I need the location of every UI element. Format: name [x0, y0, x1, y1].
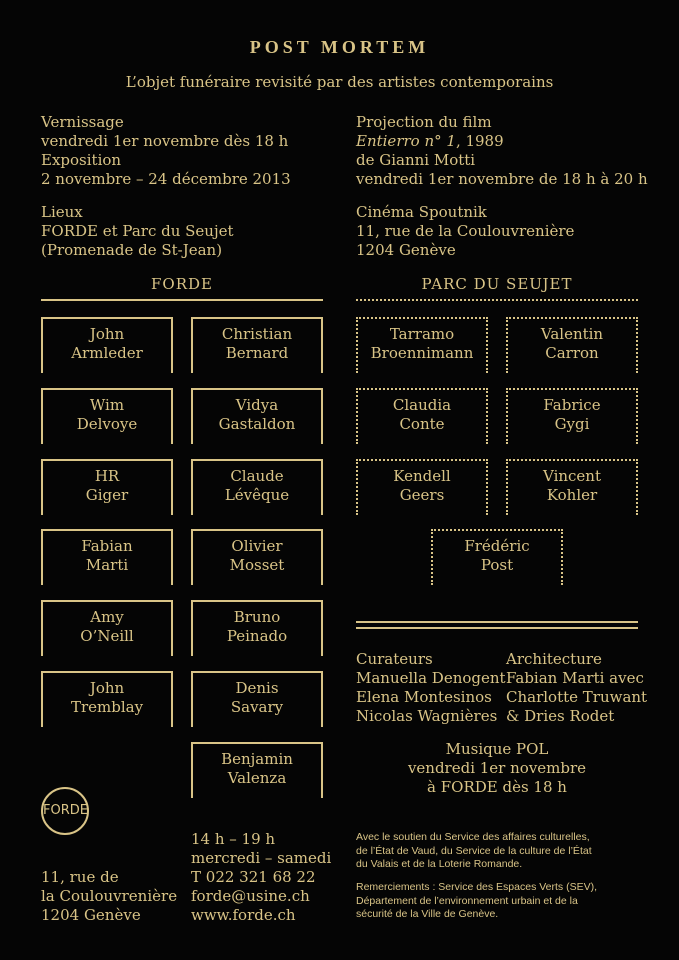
artist-box: [41, 317, 173, 373]
musique-line: à FORDE dès 18 h: [427, 778, 567, 796]
artist-box: [191, 317, 323, 373]
artist-first-name: Claudia: [392, 396, 452, 414]
artist-last-name: Marti: [85, 556, 129, 574]
address-block: [41, 868, 177, 925]
seujet-divider: [356, 299, 638, 301]
artist-box: [41, 529, 173, 585]
credit-name: Elena Montesinos: [356, 688, 492, 706]
artist-first-name: Benjamin: [221, 750, 293, 768]
artist-first-name: Frédéric: [464, 537, 530, 555]
artist-first-name: Christian: [221, 325, 293, 343]
musique-line: vendredi 1er novembre: [407, 759, 587, 777]
artist-first-name: Tarramo: [389, 325, 455, 343]
architecture-block: [506, 650, 647, 726]
address-line: 11, rue de: [41, 868, 119, 886]
info-line: Exposition: [41, 151, 122, 169]
opening-hours: 14 h – 19 h: [191, 830, 276, 848]
artist-last-name: Carron: [545, 344, 599, 362]
thanks-line: Département de l’environnement urbain et de la: [356, 894, 578, 907]
artist-box: [506, 388, 638, 444]
artist-first-name: Fabian: [81, 537, 133, 555]
support-line: du Valais et de la Loterie Romande.: [356, 858, 523, 870]
artist-last-name: Bernard: [225, 344, 289, 362]
projection-info: [356, 113, 648, 189]
film-title: Entierro n° 1: [356, 132, 456, 150]
credit-heading: Architecture: [506, 650, 602, 668]
artist-last-name: Lévêque: [224, 486, 290, 504]
credit-heading: Curateurs: [356, 650, 433, 668]
artist-first-name: Amy: [90, 608, 124, 626]
info-line: vendredi 1er novembre de 18 h à 20 h: [356, 170, 648, 188]
thanks-line: sécurité de la Ville de Genève.: [356, 908, 499, 920]
artist-box: [356, 459, 488, 515]
info-line: Cinéma Spoutnik: [356, 203, 487, 221]
film-line: [356, 132, 648, 151]
forde-logo: FORDE: [41, 787, 89, 835]
forde-divider: [41, 299, 323, 301]
artist-first-name: Fabrice: [543, 396, 601, 414]
artist-first-name: Vidya: [235, 396, 279, 414]
info-line: 11, rue de la Coulouvrenière: [356, 222, 575, 240]
address-line: la Coulouvrenière: [41, 887, 178, 905]
artist-box: [41, 600, 173, 656]
artist-first-name: Olivier: [231, 537, 283, 555]
credit-name: Fabian Marti avec: [506, 669, 644, 687]
artist-last-name: Broennimann: [370, 344, 474, 362]
artist-first-name: Valentin: [540, 325, 604, 343]
credit-name: Charlotte Truwant: [506, 688, 648, 706]
forde-section-title: FORDE: [151, 275, 213, 293]
artist-first-name: John: [89, 679, 125, 697]
info-line: Lieux: [41, 203, 83, 221]
info-line: FORDE et Parc du Seujet: [41, 222, 234, 240]
artist-box: [431, 529, 563, 585]
seujet-section-title: PARC DU SEUJET: [421, 275, 573, 293]
artist-last-name: Peinado: [226, 627, 288, 645]
thanks-block: [356, 881, 656, 922]
artist-box: [41, 388, 173, 444]
info-line: Vernissage: [41, 113, 124, 131]
contact-block: [191, 830, 331, 925]
artist-box: [356, 388, 488, 444]
phone-number: T 022 321 68 22: [191, 868, 316, 886]
artist-last-name: Mosset: [229, 556, 285, 574]
artist-first-name: Denis: [235, 679, 279, 697]
poster-title: POST MORTEM: [249, 37, 430, 57]
artist-box: [41, 671, 173, 727]
info-line: 2 novembre – 24 décembre 2013: [41, 170, 291, 188]
artist-last-name: Savary: [230, 698, 284, 716]
info-line: vendredi 1er novembre dès 18 h: [41, 132, 289, 150]
artist-last-name: Armleder: [71, 344, 143, 362]
email-link[interactable]: forde@usine.ch: [191, 887, 310, 905]
thanks-line: Remerciements : Service des Espaces Verts (SEV),: [356, 881, 598, 893]
artist-first-name: Vincent: [543, 467, 601, 485]
artist-box: [191, 529, 323, 585]
musique-line: Musique POL: [445, 740, 549, 758]
artist-last-name: Delvoye: [76, 415, 138, 433]
info-line: 1204 Genève: [356, 241, 456, 259]
artist-last-name: Tremblay: [70, 698, 144, 716]
support-block: [356, 831, 656, 872]
info-line: (Promenade de St-Jean): [41, 241, 223, 259]
credit-name: Manuella Denogent: [356, 669, 506, 687]
info-line: de Gianni Motti: [356, 151, 476, 169]
lieux-info: [41, 203, 234, 260]
artist-box: [191, 388, 323, 444]
artist-first-name: Kendell: [393, 467, 451, 485]
info-line: Projection du film: [356, 113, 492, 131]
artist-first-name: Wim: [89, 396, 125, 414]
artist-last-name: Giger: [85, 486, 129, 504]
artist-box: [506, 459, 638, 515]
artist-last-name: Post: [480, 556, 514, 574]
artist-last-name: Gygi: [554, 415, 590, 433]
artist-first-name: Bruno: [233, 608, 281, 626]
address-line: 1204 Genève: [41, 906, 141, 924]
artist-box: [191, 742, 323, 798]
artist-first-name: HR: [94, 467, 120, 485]
website-link[interactable]: www.forde.ch: [191, 906, 296, 924]
artist-box: [191, 671, 323, 727]
artist-last-name: O’Neill: [80, 627, 134, 645]
artist-first-name: John: [89, 325, 125, 343]
support-line: Avec le soutien du Service des affaires culturelles,: [356, 831, 590, 843]
artist-first-name: Claude: [230, 467, 284, 485]
film-year: , 1989: [455, 132, 504, 150]
curateurs-block: [356, 650, 506, 726]
artist-box: [506, 317, 638, 373]
artist-last-name: Valenza: [227, 769, 287, 787]
artist-box: [191, 600, 323, 656]
cinema-info: [356, 203, 574, 260]
support-line: de l’État de Vaud, du Service de la culture de l’État: [356, 844, 592, 857]
artist-last-name: Conte: [399, 415, 445, 433]
artist-box: [41, 459, 173, 515]
vernissage-info: [41, 113, 291, 189]
double-divider: [356, 621, 638, 629]
artist-last-name: Geers: [399, 486, 445, 504]
artist-last-name: Gastaldon: [218, 415, 296, 433]
poster-subtitle: L’objet funéraire revisité par des artistes contemporains: [125, 73, 554, 91]
artist-box: [191, 459, 323, 515]
credit-name: & Dries Rodet: [506, 707, 615, 725]
artist-box: [356, 317, 488, 373]
opening-days: mercredi – samedi: [191, 849, 332, 867]
musique-block: [356, 740, 638, 797]
credit-name: Nicolas Wagnières: [356, 707, 498, 725]
artist-last-name: Kohler: [546, 486, 598, 504]
